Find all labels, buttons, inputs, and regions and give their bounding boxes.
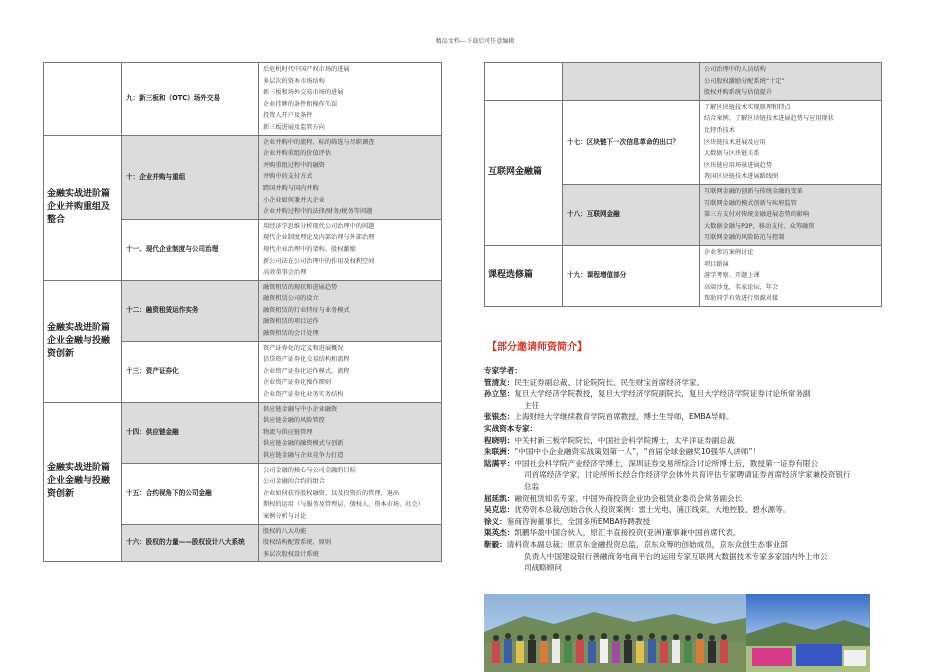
teacher-name: 靳毅： [484,539,507,549]
teacher-entry [484,516,904,528]
teacher-description-cont: 司首席经济学家，讨论所所长经合作经济学会体外共育评估专家聘请证券首席经济学家兼投资银行 [524,470,851,480]
module-title: 十七：区块链下一次信息革命的出口？ [563,100,700,184]
teacher-description-cont: 司战略顾问 [524,563,562,573]
module-title: 十九：课程增值部分 [563,245,700,306]
topic-item: 并购中的支付方式 [263,173,313,181]
module-title: 十六：股权的力量——股权设计八大系统 [122,524,259,562]
module-title: 十一、现代企业制度与公司治理 [122,219,259,280]
topic-item: 并购重组过程中的融资 [263,161,325,169]
module-title: 九：新三板和（OTC）场外交易 [122,63,259,136]
topic-item: 融资租赁公司的设立 [263,295,319,303]
teacher-description: “中国中小企业融资实战策划第一人”，“首届全球金融奖10强华人讲师”！ [514,447,760,457]
topic-item: 企业参访案例讨论 [704,248,754,256]
topic-item: 高效董事会治理 [263,269,307,277]
topic-item: 融资租赁的行业特征与业务模式 [263,306,350,314]
teacher-name: 程晓明： [484,435,515,445]
course-table-right [484,62,882,307]
topic-item: 小企业如何兼并大企业 [263,196,325,204]
section-title: 金融实战进阶篇企业并购重组及整合 [44,135,122,280]
topic-item: 互联网金融的模式创新与疾府监管 [704,199,797,207]
topic-item: 股权并购系统与估值提升 [704,89,773,97]
topic-item: 股权的八大功能 [263,527,307,535]
teacher-entry [484,411,904,423]
topic-item: 信贷资产证券化交易结构和流程 [263,356,350,364]
teacher-description-cont: 主任 [524,400,540,410]
module-title: 十五：合约视角下的公司金融 [122,463,259,524]
topic-item: 供应链金融与企业竞争力打造 [263,452,344,459]
topic-item: 多层次的资本市场结构 [263,77,325,85]
topic-item: 了解区块链技术实现原理和特点 [704,103,791,111]
topic-item: 企业并购过程中的法律/财务/税务等问题 [263,208,373,216]
topic-item: 企业并购中的流程、标的筛选与尽职调查 [263,138,375,146]
teacher-description-cont: 负责人中国建设银行善融商务电商平台的运用专家互联网大数据技术专家多家国内外上市公 [524,551,828,561]
header-note: 精品文档---下载后可任意编辑 [435,38,515,45]
module-title: 十二：融资租赁运作实务 [122,280,259,341]
topic-item: 区块链应用场景进展趋势 [704,161,773,169]
topic-item: 结合案例、了解区块链技术进展趋势与应用现状 [704,115,834,123]
topic-item: 企业资产证券化运作模式，流程 [263,367,350,375]
topic-item: 资产证券化的定义和进展概况 [263,344,344,352]
topic-item: 互联网金融的风险防范与控制 [704,234,785,242]
teacher-description: 中关村新三板学院院长，中国社会科学院博士，太平洋证券副总裁 [514,435,735,445]
module-title: 十：企业并购与重组 [122,135,259,219]
topic-item: 融资租赁的现状和进展趋势 [263,283,338,291]
course-module-row [44,402,442,463]
teachers-section-title: 【部分邀请师资简介】 [487,342,587,353]
teacher-description: 民生证券副总裁、讨论院院长、民生财宝首席经济学家。 [514,377,705,387]
module-topics [259,463,442,524]
module-topics [700,184,882,245]
course-module-row [485,245,882,306]
topic-item: 公司治理中的人员结构 [704,66,766,73]
section-title: 金融实战进阶篇企业金融与投融资创新 [44,280,122,402]
section-title: 互联网金融篇 [485,100,563,245]
module-topics [259,280,442,341]
module-topics [259,341,442,402]
module-title: 十八：互联网金融 [563,184,700,245]
module-topics [700,245,882,306]
teacher-entry [484,377,904,389]
module-topics [259,402,442,463]
teacher-entry [484,446,904,458]
teacher-description: 鉴商咨询董事长，全国多所EMBA特聘教授 [506,516,651,526]
topic-item: 新公司法在公司治理中的作用及权利空间 [263,257,375,265]
module-topics [259,135,442,219]
topic-item: 供应链金融的风险管控 [263,417,325,425]
course-module-row [485,100,882,184]
topic-item: 企业如何获得股权融资、以及投资后的管理、退出 [263,489,400,497]
topic-item: 企业资产证券化业务实务结构 [263,391,344,399]
teacher-entry [484,539,904,551]
module-topics [259,524,442,562]
teacher-description: 复旦大学经济学院教授，复旦大学经济学院副院长，复旦大学经济学院证券讨论所常务副 [514,389,811,399]
topic-item: 供应链金融的融资模式与创新 [263,440,344,448]
topic-item: 供应链金融与中小企业融资 [263,405,338,413]
teacher-name: 张银杰： [484,412,515,422]
topic-item: 后危机时代中国产权市场的进展 [263,66,350,73]
topic-item: 新三板进展及监管方向 [263,123,325,131]
teacher-description: 中国社会科学院产业经济学博士，深圳证券交易所综合讨论所博士后，教授第一证券有限公 [514,458,819,468]
teacher-name: 徐义： [484,516,507,526]
topic-item: 帮助同学有效进行资源对接 [704,295,779,303]
teacher-name: 吴克忠： [484,505,515,515]
topic-item: 股权结构配置系统、原则 [263,539,332,547]
module-topics [259,219,442,280]
course-module-row [44,63,442,136]
group-photo [484,594,870,672]
topic-item: 跨国并购与国内并购 [263,184,319,192]
teacher-description: 优势资本总裁/创始合伙人投资案例：雷士光电、浦江线束、大地控股、碧水源等。 [514,505,791,515]
topic-item: 投资人开户及条件 [263,112,313,120]
topic-item: 企业挂牌的条件和操作失误 [263,100,338,108]
teacher-name: 陆满平： [484,458,515,468]
teacher-description-cont: 总监 [524,481,540,491]
topic-item: 案例分析与讨论 [263,512,307,520]
course-module-row [44,280,442,341]
section-title: 金融实战进阶篇企业金融与投融资创新 [44,402,122,562]
teacher-name: 孙立坚： [484,389,515,399]
teacher-entry [484,435,904,447]
teacher-description: 清科资本副总裁；原京东金融投资总监，京东众筹的创始成员，京东众创生态事业部 [506,539,788,549]
module-topics [700,100,882,184]
teacher-name: 渠英杰： [484,528,515,538]
topic-item: 企业并购重组的价值评估 [263,150,332,158]
teacher-description: 凯鹏华盈中国合伙人，原汇丰直接投资(亚洲)董事兼中国首席代表。 [514,528,741,538]
teacher-description: 融资租赁知名专家、中国外商投资企业协会租赁业委员会常务副会长 [514,493,743,503]
topic-item: 期权的运用（与服务及管理层、债权人、资本市场、社会） [263,501,424,509]
module-topics [259,63,442,136]
module-title: 十三：资产证券化 [122,341,259,402]
topic-item: 新三板和场外交易市场的进展 [263,89,344,97]
topic-item: 公司股权激励分配系统“十定” [704,77,785,85]
course-table-left [43,62,442,562]
teacher-entry [484,527,904,539]
topic-item: 互联网金融的创新与传统金融的变革 [704,187,803,195]
teacher-entry [484,388,904,400]
course-module-row [485,63,882,101]
topic-item: 用经济学思维分析现代公司治理中的问题 [263,222,375,230]
teacher-name: 屈延凯： [484,493,515,503]
topic-item: 公司金融的核心与公司金融的目标 [263,466,356,474]
teacher-name: 管清友： [484,377,515,387]
teacher-group-heading: 实战资本专家： [484,423,538,433]
teacher-entry [484,504,904,516]
teacher-list [484,365,904,574]
teacher-entry [484,458,904,470]
topic-item: 大数据与区块链关系 [704,150,760,158]
topic-item: 融资租赁的项目运作 [263,318,319,326]
section-title [485,63,563,101]
topic-item: 高端沙龙，名家论坛，年会 [704,283,779,291]
topic-item: 企业资产证券化操作细则 [263,379,332,387]
course-module-row [44,135,442,219]
topic-item: 融资租赁的会计处理 [263,330,319,338]
topic-item: 公司金融的合约的组合 [263,478,325,486]
topic-item: 现代企业制度理论及内部治理与外部治理 [263,234,375,242]
topic-item: 第三方支付对传统金融进展态势的影响 [704,211,810,219]
topic-item: 比特币技术 [704,126,735,134]
topic-item: 我国区块链技术进展路线图 [704,173,779,181]
topic-item: 现代企业治理中的架构、股权激励 [263,245,356,253]
module-topics [700,63,882,101]
section-title: 课程选修篇 [485,245,563,306]
teacher-entry [484,493,904,505]
topic-item: 项目路演 [704,260,729,268]
topic-item: 游学考察、开题上课 [704,272,760,280]
teacher-description: 上海财经大学继续教育学院首席教授，博士生导师，EMBA导师。 [514,412,734,422]
section-title [44,63,122,136]
topic-item: 区块链技术进展及应用 [704,138,766,146]
topic-item: 大数据金融与P2P、移动支付、众筹融资 [704,222,815,230]
module-title [563,63,700,101]
topic-item: 物流与供应链管理 [263,428,313,436]
teacher-group-heading: 专家学者： [484,366,522,375]
topic-item: 多层次股权设计系统 [263,550,319,558]
teacher-name: 朱联洲： [484,447,515,457]
module-title: 十四：供应链金融 [122,402,259,463]
